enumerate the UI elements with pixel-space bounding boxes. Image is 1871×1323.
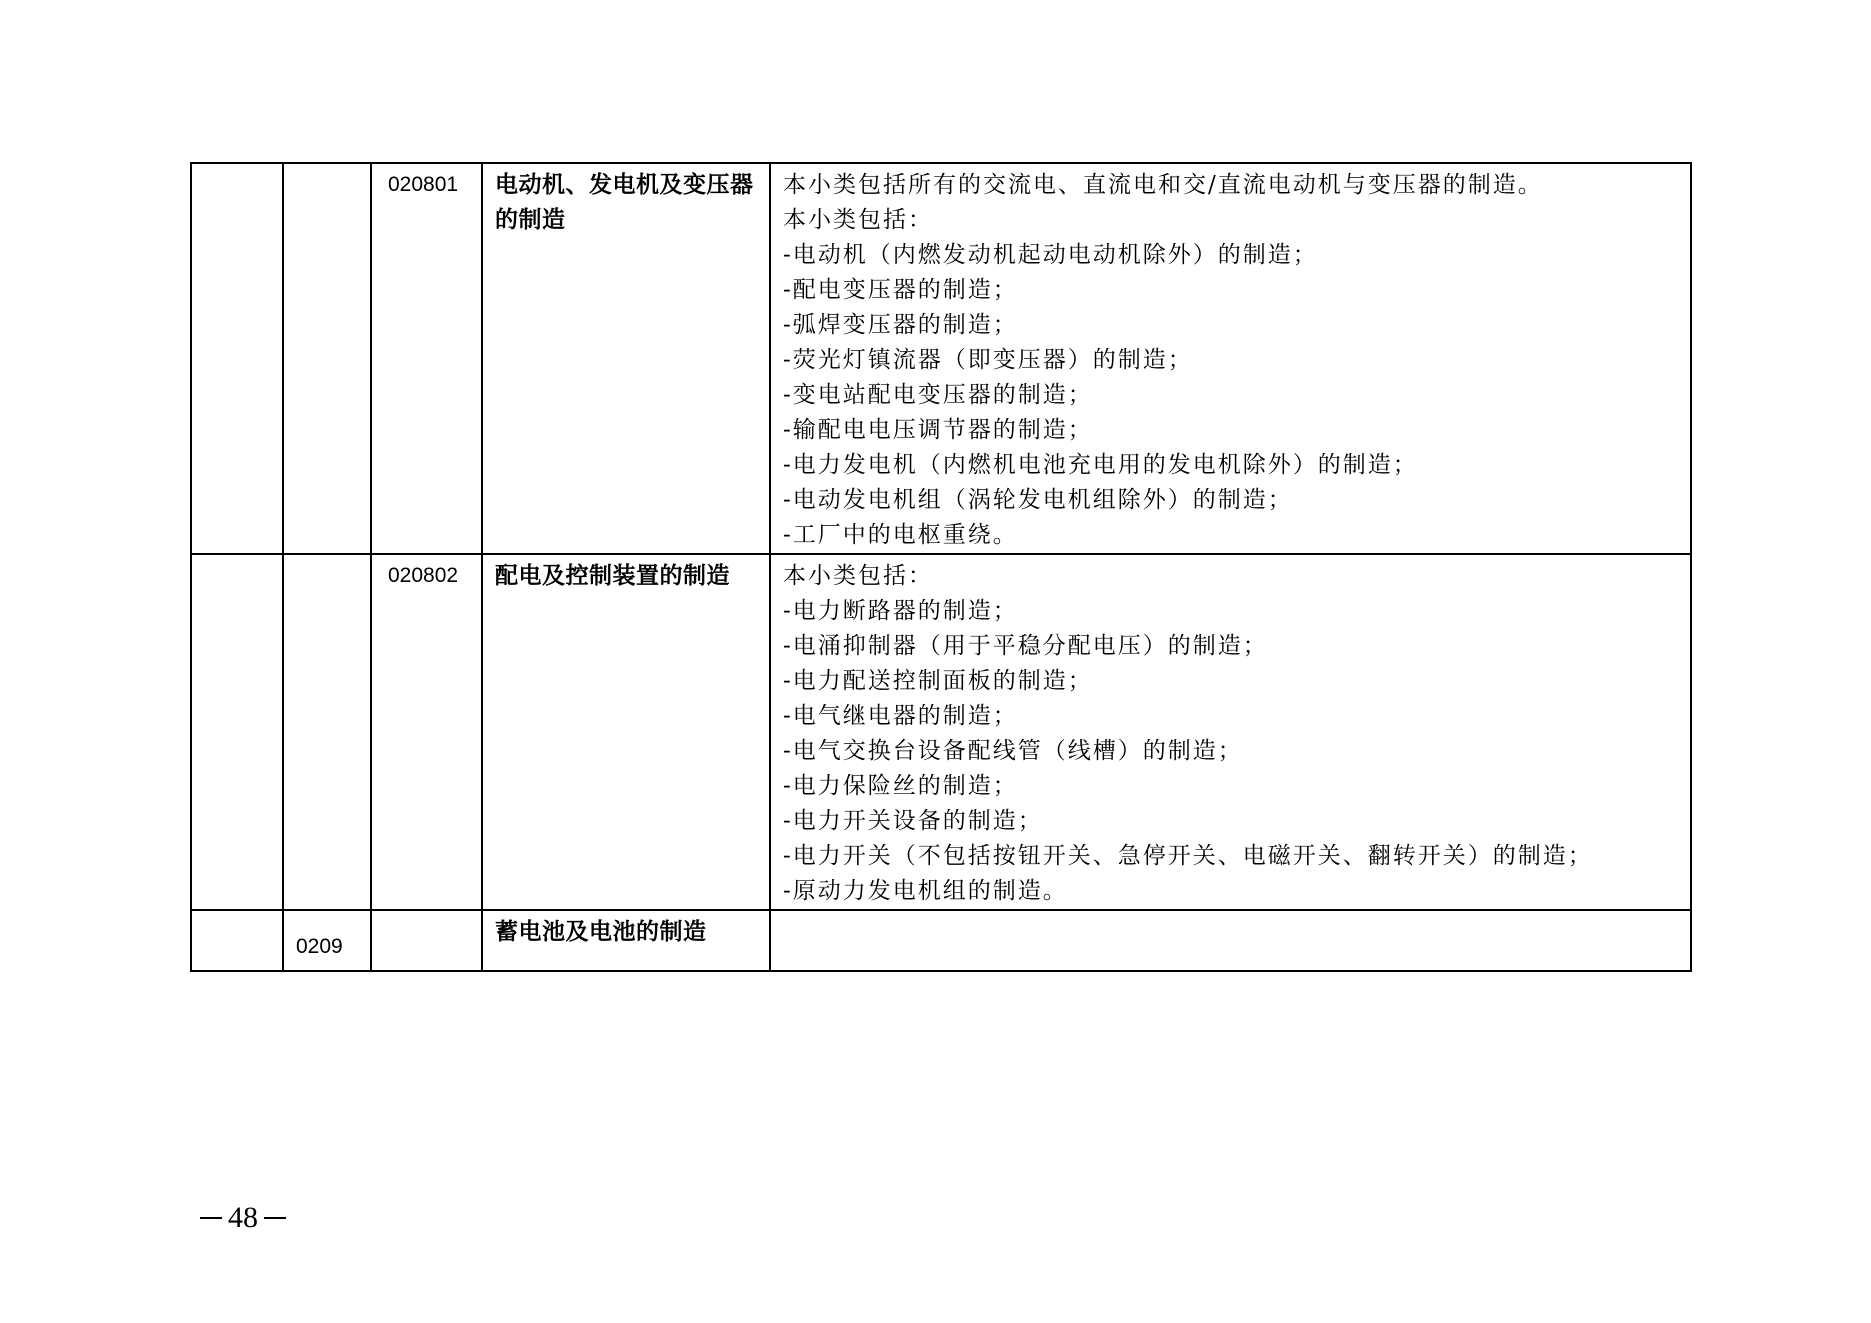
description-line: -电气交换台设备配线管（线槽）的制造；: [783, 738, 1243, 764]
level1-cell: [191, 554, 283, 910]
name-cell: [482, 163, 770, 554]
class-code: 020802: [388, 564, 459, 587]
description-cell: [770, 554, 1691, 910]
level1-cell: [191, 163, 283, 554]
table-row: [191, 163, 1691, 554]
name-cell: [482, 910, 770, 971]
code-cell: [371, 554, 482, 910]
description-line: -电力断路器的制造；: [783, 598, 1018, 624]
description-cell: [770, 910, 1691, 971]
code-cell: [371, 163, 482, 554]
name-cell: [482, 554, 770, 910]
description-line: -电力发电机（内燃机电池充电用的发电机除外）的制造；: [783, 452, 1418, 478]
level2-cell: [283, 163, 371, 554]
description-line: 本小类包括：: [783, 563, 933, 589]
description-line: -工厂中的电枢重绕。: [783, 522, 1018, 548]
description-line: -输配电电压调节器的制造；: [783, 417, 1093, 443]
classification-table: [190, 162, 1692, 972]
description-line: -电力开关（不包括按钮开关、急停开关、电磁开关、翻转开关）的制造；: [783, 843, 1593, 869]
description-cell: [770, 163, 1691, 554]
class-name: 电动机、发电机及变压器的制造: [495, 172, 754, 233]
class-name: 蓄电池及电池的制造: [495, 919, 707, 945]
description-line: -配电变压器的制造；: [783, 277, 1018, 303]
description-line: 本小类包括所有的交流电、直流电和交/直流电动机与变压器的制造。: [783, 172, 1543, 198]
level2-cell: [283, 910, 371, 971]
class-code: 020801: [388, 173, 459, 196]
description-line: 本小类包括：: [783, 207, 933, 233]
description-line: -荧光灯镇流器（即变压器）的制造；: [783, 347, 1193, 373]
description-line: -电力配送控制面板的制造；: [783, 668, 1093, 694]
description-line: -电涌抑制器（用于平稳分配电压）的制造；: [783, 633, 1268, 659]
description-line: -电力保险丝的制造；: [783, 773, 1018, 799]
description-line: -原动力发电机组的制造。: [783, 878, 1068, 904]
dash-right: [264, 1217, 286, 1219]
description-line: -电气继电器的制造；: [783, 703, 1018, 729]
group-code: 0209: [296, 935, 343, 958]
table-row: [191, 554, 1691, 910]
description-line: -变电站配电变压器的制造；: [783, 382, 1093, 408]
page-number: [200, 1198, 286, 1238]
table-row: [191, 910, 1691, 971]
dash-left: [200, 1217, 222, 1219]
description-line: -电动机（内燃发动机起动电动机除外）的制造；: [783, 242, 1318, 268]
code-cell: [371, 910, 482, 971]
class-name: 配电及控制装置的制造: [495, 563, 730, 589]
level1-cell: [191, 910, 283, 971]
description-line: -电动发电机组（涡轮发电机组除外）的制造；: [783, 487, 1293, 513]
description-line: -电力开关设备的制造；: [783, 808, 1043, 834]
level2-cell: [283, 554, 371, 910]
page-number-text: 48: [228, 1201, 258, 1234]
description-line: -弧焊变压器的制造；: [783, 312, 1018, 338]
